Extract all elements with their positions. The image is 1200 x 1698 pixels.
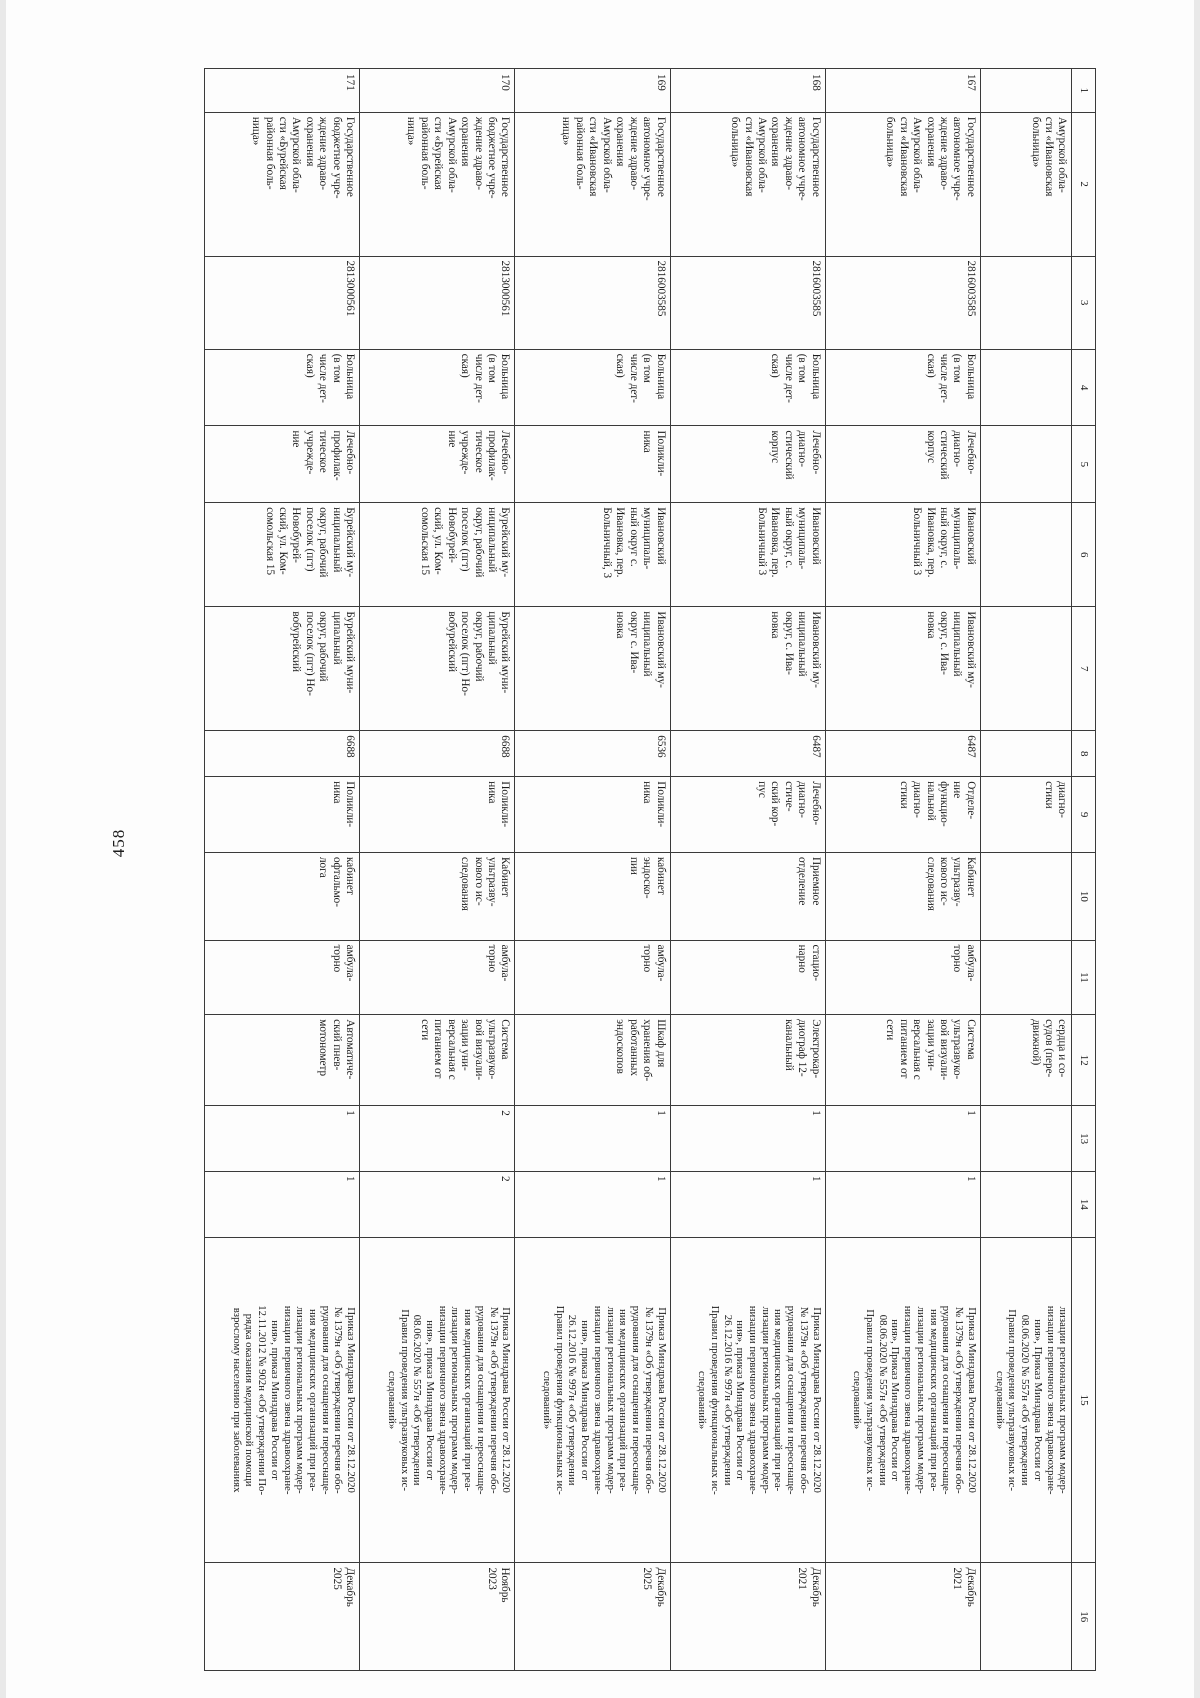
locality: Бурейский муни- ципальный округ, рабочий поселок (пгт) Но- вобурейский xyxy=(360,607,515,731)
room: кабинет эндоско- пии xyxy=(515,852,670,940)
room: Кабинет ультразву- кового ис- следования xyxy=(360,852,515,940)
locality: Бурейский муни- ципальный округ, рабочий поселок (пгт) Но- вобурейский xyxy=(205,607,360,731)
inn: 2816003585 xyxy=(670,256,825,349)
page-number: 458 xyxy=(109,828,128,858)
equipment-name: сердца и со- судов (пере- движной) xyxy=(980,1015,1072,1106)
table-row xyxy=(515,69,670,1671)
population: 6487 xyxy=(670,731,825,777)
organization-name: Государственное автономное учре- ждение здраво- охранения Амурской обла- сти «Ивановская больница» xyxy=(825,112,980,256)
column-number: 14 xyxy=(1072,1172,1096,1238)
room: Кабинет ультразву- кового ис- следования xyxy=(825,852,980,940)
care-condition: амбула- торно xyxy=(205,940,360,1015)
quantity-total: 1 xyxy=(670,1172,825,1238)
delivery-date: Декабрь 2021 xyxy=(670,1563,825,1671)
organization-name: Амурской обла- сти «Ивановская больница» xyxy=(980,112,1072,256)
department: Отделе- ние функцио- нальной диагно- стики xyxy=(825,777,980,853)
care-condition: стацио- нарно xyxy=(670,940,825,1015)
delivery-date: Декабрь 2025 xyxy=(515,1563,670,1671)
organization-type: Больница (в том числе дет- ская) xyxy=(360,349,515,426)
quantity-planned: 1 xyxy=(670,1106,825,1172)
population: 6688 xyxy=(205,731,360,777)
quantity-total xyxy=(980,1172,1072,1238)
column-number: 11 xyxy=(1072,940,1096,1015)
population xyxy=(980,731,1072,777)
column-number: 7 xyxy=(1072,607,1096,731)
department: Поликли- ника xyxy=(360,777,515,853)
table-row xyxy=(670,69,825,1671)
quantity-total: 1 xyxy=(515,1172,670,1238)
care-condition: амбула- торно xyxy=(360,940,515,1015)
column-number: 13 xyxy=(1072,1106,1096,1172)
care-condition xyxy=(980,940,1072,1015)
organization-type xyxy=(980,349,1072,426)
organization-name: Государственное автономное учре- ждение здраво- охранения Амурской обла- сти «Ивановская районная боль- ница» xyxy=(515,112,670,256)
locality xyxy=(980,607,1072,731)
department: диагно- стики xyxy=(980,777,1072,853)
quantity-planned: 1 xyxy=(515,1106,670,1172)
row-number: 168 xyxy=(670,69,825,113)
column-number: 15 xyxy=(1072,1237,1096,1563)
population: 6487 xyxy=(825,731,980,777)
column-number: 16 xyxy=(1072,1563,1096,1671)
room: Приемное отделение xyxy=(670,852,825,940)
quantity-planned xyxy=(980,1106,1072,1172)
organization-name: Государственное бюджетное учре- ждение здраво- охранения Амурской обла- сти «Бурейская районная боль- ница» xyxy=(205,112,360,256)
equipment-name: Шкаф для хранения об- работанных эндоскопов xyxy=(515,1015,670,1106)
delivery-date: Декабрь 2021 xyxy=(825,1563,980,1671)
inn: 2813000561 xyxy=(360,256,515,349)
equipment-name: Система ультразвуко- вой визуали- зации уни- версальная с питанием от сети xyxy=(825,1015,980,1106)
locality: Ивановский му- ниципальный округ, с. Ива- новка xyxy=(670,607,825,731)
organization-type: Больница (в том числе дет- ская) xyxy=(825,349,980,426)
column-number: 9 xyxy=(1072,777,1096,853)
organization-name: Государственное бюджетное учре- ждение здраво- охранения Амурской обла- сти «Бурейская районная боль- ница» xyxy=(360,112,515,256)
quantity-planned: 1 xyxy=(825,1106,980,1172)
quantity-planned: 2 xyxy=(360,1106,515,1172)
room: кабинет офтальмо- лога xyxy=(205,852,360,940)
legal-basis: лизации региональных программ модер- низации первичного звена здравоохране- ния», Приказ Минздрава России от 08.06.2020 № 557н «Об утверждении Правил проведения ультразвуковых ис- следований» xyxy=(980,1237,1072,1563)
building-type: Лечебно- профилак- тическое учрежде- ние xyxy=(205,426,360,503)
column-number: 6 xyxy=(1072,503,1096,607)
legal-basis: Приказ Минздрава России от 28.12.2020 № 1379н «Об утверждении перечня обо- рудования для оснащения и переоснаще- ния медицинских организаций при реа- лизации региональных программ модер- низации первичного звена здравоохране- ния», приказ Минздрава России от 26.12.2016 № 997н «Об утверждении Правил проведения функциональных ис- следований» xyxy=(515,1237,670,1563)
row-number: 170 xyxy=(360,69,515,113)
column-number: 8 xyxy=(1072,731,1096,777)
locality: Ивановский му- ниципальный округ, с. Ива- новка xyxy=(825,607,980,731)
equipment-name: Электрокар- диограф 12- канальный xyxy=(670,1015,825,1106)
column-number-row xyxy=(1072,69,1096,1671)
address: Ивановский муниципаль- ный округ с. Ивановка, пер. Больничный, 3 xyxy=(515,503,670,607)
address xyxy=(980,503,1072,607)
column-number: 1 xyxy=(1072,69,1096,113)
equipment-name: Автоматиче- ский пнев- мотонометр xyxy=(205,1015,360,1106)
table-row xyxy=(980,69,1072,1671)
quantity-total: 1 xyxy=(825,1172,980,1238)
room xyxy=(980,852,1072,940)
department: Поликли- ника xyxy=(515,777,670,853)
inn: 2813000561 xyxy=(205,256,360,349)
column-number: 12 xyxy=(1072,1015,1096,1106)
organization-type: Больница (в том числе дет- ская) xyxy=(670,349,825,426)
address: Бурейский му- ниципальный округ, рабочий поселок (пгт) Новобурей- ский, ул. Ком- сомольская 15 xyxy=(205,503,360,607)
address: Ивановский муниципаль- ный округ, с. Ивановка, пер. Больничный 3 xyxy=(670,503,825,607)
building-type: Лечебно- профилак- тическое учрежде- ние xyxy=(360,426,515,503)
care-condition: амбула- торно xyxy=(825,940,980,1015)
department: Поликли- ника xyxy=(205,777,360,853)
legal-basis: Приказ Минздрава России от 28.12.2020 № 1379н «Об утверждении перечня обо- рудования для оснащения и переоснаще- ния медицинских организаций при реа- лизации региональных программ модер- низации первичного звена здравоохране- ния», приказ Минздрава России от 26.12.2016 № 997н «Об утверждении Правил проведения функциональных ис- следований» xyxy=(670,1237,825,1563)
legal-basis: Приказ Минздрава России от 28.12.2020 № 1379н «Об утверждении перечня обо- рудования для оснащения и переоснаще- ния медицинских организаций при реа- лизации региональных программ модер- низации первичного звена здравоохране- ния», Приказ Минздрава России от 08.06.2020 № 557н «Об утверждении Правил проведения ультразвуковых ис- следований» xyxy=(825,1237,980,1563)
table-row xyxy=(825,69,980,1671)
building-type xyxy=(980,426,1072,503)
quantity-total: 2 xyxy=(360,1172,515,1238)
quantity-planned: 1 xyxy=(205,1106,360,1172)
equipment-name: Система ультразвуко- вой визуали- зации уни- версальная с питанием от сети xyxy=(360,1015,515,1106)
column-number: 3 xyxy=(1072,256,1096,349)
building-type: Лечебно- диагно- стический корпус xyxy=(825,426,980,503)
care-condition: амбула- торно xyxy=(515,940,670,1015)
equipment-table-container xyxy=(204,68,1096,1671)
locality: Ивановский му- ниципальный округ с. Ива- новка xyxy=(515,607,670,731)
row-number: 171 xyxy=(205,69,360,113)
address: Ивановский муниципаль- ный округ, с. Ивановка, пер. Больничный 3 xyxy=(825,503,980,607)
building-type: Поликли- ника xyxy=(515,426,670,503)
inn: 2816003585 xyxy=(825,256,980,349)
delivery-date: Ноябрь 2023 xyxy=(360,1563,515,1671)
delivery-date xyxy=(980,1563,1072,1671)
legal-basis: Приказ Минздрава России от 28.12.2020 № 1379н «Об утверждении перечня обо- рудования для оснащения и переоснаще- ния медицинских организаций при реа- лизации региональных программ модер- низации первичного звена здравоохране- ния», приказ Минздрава России от 12.11.2012 № 902н «Об утверждении По- рядка оказания медицинской помощи взрослому населению при заболеваниях xyxy=(205,1237,360,1563)
document-page xyxy=(6,0,1194,1698)
row-number: 167 xyxy=(825,69,980,113)
column-number: 4 xyxy=(1072,349,1096,426)
table-row xyxy=(360,69,515,1671)
building-type: Лечебно- диагно- стический корпус xyxy=(670,426,825,503)
equipment-table xyxy=(204,68,1096,1671)
quantity-total: 1 xyxy=(205,1172,360,1238)
table-row xyxy=(205,69,360,1671)
column-number: 10 xyxy=(1072,852,1096,940)
inn: 2816003585 xyxy=(515,256,670,349)
inn xyxy=(980,256,1072,349)
organization-type: Больница (в том числе дет- ская) xyxy=(515,349,670,426)
delivery-date: Декабрь 2025 xyxy=(205,1563,360,1671)
column-number: 5 xyxy=(1072,426,1096,503)
address: Бурейский му- ниципальный округ, рабочий поселок (пгт) Новобурей- ский, ул. Ком- сомольская 15 xyxy=(360,503,515,607)
department: Лечебно- диагно- стиче- ский кор- пус xyxy=(670,777,825,853)
legal-basis: Приказ Минздрава России от 28.12.2020 № 1379н «Об утверждении перечня обо- рудования для оснащения и переоснаще- ния медицинских организаций при реа- лизации региональных программ модер- низации первичного звена здравоохране- ния», приказ Минздрава России от 08.06.2020 № 557н «Об утверждении Правил проведения ультразвуковых ис- следований» xyxy=(360,1237,515,1563)
organization-type: Больница (в том числе дет- ская) xyxy=(205,349,360,426)
population: 6688 xyxy=(360,731,515,777)
row-number: 169 xyxy=(515,69,670,113)
population: 6536 xyxy=(515,731,670,777)
organization-name: Государственное автономное учре- ждение здраво- охранения Амурской обла- сти «Ивановская больница» xyxy=(670,112,825,256)
row-number xyxy=(980,69,1072,113)
column-number: 2 xyxy=(1072,112,1096,256)
